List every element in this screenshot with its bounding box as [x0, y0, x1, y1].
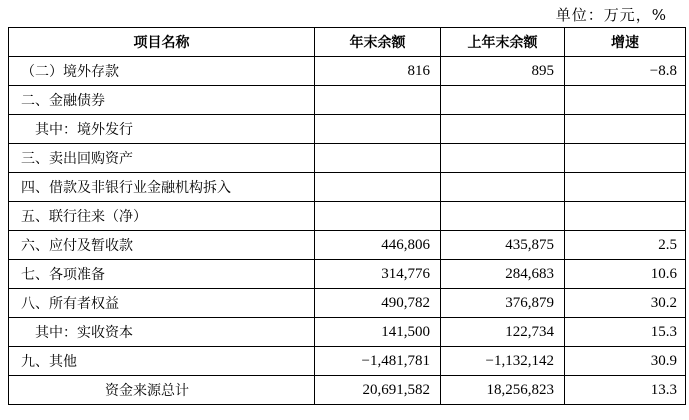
table-row — [9, 115, 686, 144]
row-previous-balance: 376,879 — [441, 289, 565, 318]
row-current-balance: 141,500 — [315, 318, 441, 347]
row-current-balance — [315, 202, 441, 231]
table-row — [9, 347, 686, 376]
row-label: 五、联行往来（净） — [9, 202, 315, 231]
row-previous-balance — [441, 144, 565, 173]
row-growth — [565, 86, 686, 115]
table-row — [9, 202, 686, 231]
header-current-balance: 年末余额 — [315, 28, 441, 57]
header-previous-balance: 上年末余额 — [441, 28, 565, 57]
row-growth: 15.3 — [565, 318, 686, 347]
row-label: 二、金融债券 — [9, 86, 315, 115]
row-current-balance — [315, 86, 441, 115]
table-row — [9, 173, 686, 202]
header-item-name: 项目名称 — [9, 28, 315, 57]
row-growth: −8.8 — [565, 57, 686, 86]
row-label: 三、卖出回购资产 — [9, 144, 315, 173]
row-label: 四、借款及非银行业金融机构拆入 — [9, 173, 315, 202]
row-previous-balance — [441, 115, 565, 144]
table-row — [9, 260, 686, 289]
row-label: 其中：境外发行 — [9, 115, 315, 144]
unit-note: 单位：万元，% — [555, 6, 667, 24]
table-row — [9, 289, 686, 318]
row-current-balance: 446,806 — [315, 231, 441, 260]
table-total-row — [9, 376, 686, 405]
header-growth: 增速 — [565, 28, 686, 57]
table-row — [9, 86, 686, 115]
row-growth — [565, 115, 686, 144]
row-label: （二）境外存款 — [9, 57, 315, 86]
table-row — [9, 231, 686, 260]
row-growth: 30.9 — [565, 347, 686, 376]
row-previous-balance: 122,734 — [441, 318, 565, 347]
row-current-balance: 490,782 — [315, 289, 441, 318]
row-label: 八、所有者权益 — [9, 289, 315, 318]
row-previous-balance — [441, 202, 565, 231]
row-label: 六、应付及暂收款 — [9, 231, 315, 260]
row-current-balance — [315, 144, 441, 173]
row-current-balance: 314,776 — [315, 260, 441, 289]
total-previous-balance: 18,256,823 — [441, 376, 565, 405]
row-current-balance: −1,481,781 — [315, 347, 441, 376]
row-growth — [565, 173, 686, 202]
row-previous-balance: 895 — [441, 57, 565, 86]
row-previous-balance: −1,132,142 — [441, 347, 565, 376]
table-row — [9, 144, 686, 173]
row-growth — [565, 202, 686, 231]
row-previous-balance — [441, 173, 565, 202]
table-header-row — [9, 28, 686, 57]
total-current-balance: 20,691,582 — [315, 376, 441, 405]
row-label: 七、各项准备 — [9, 260, 315, 289]
table-row — [9, 57, 686, 86]
row-previous-balance: 435,875 — [441, 231, 565, 260]
row-label: 九、其他 — [9, 347, 315, 376]
funds-source-table — [8, 27, 686, 405]
row-current-balance: 816 — [315, 57, 441, 86]
row-growth: 2.5 — [565, 231, 686, 260]
table-row — [9, 318, 686, 347]
row-current-balance — [315, 173, 441, 202]
row-previous-balance: 284,683 — [441, 260, 565, 289]
row-current-balance — [315, 115, 441, 144]
total-label: 资金来源总计 — [9, 376, 315, 405]
row-growth: 10.6 — [565, 260, 686, 289]
total-growth: 13.3 — [565, 376, 686, 405]
row-label: 其中：实收资本 — [9, 318, 315, 347]
row-growth: 30.2 — [565, 289, 686, 318]
row-growth — [565, 144, 686, 173]
row-previous-balance — [441, 86, 565, 115]
